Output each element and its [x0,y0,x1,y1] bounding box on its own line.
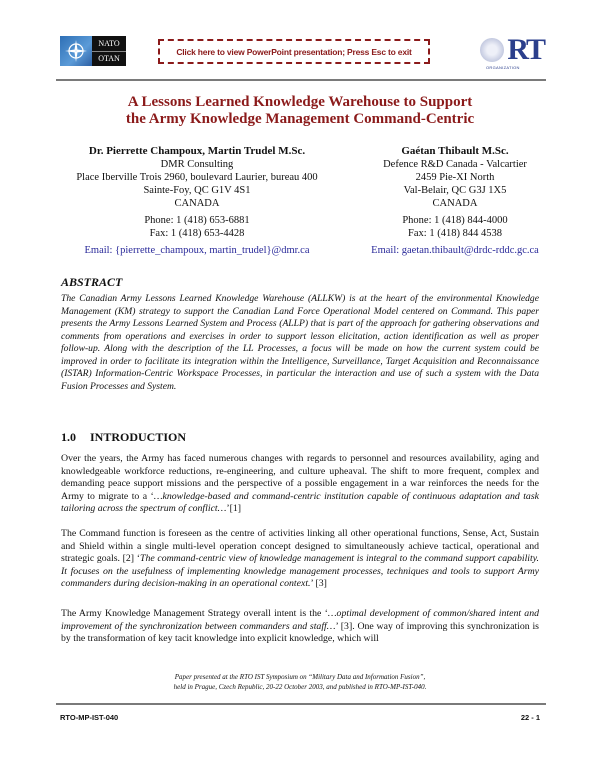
author-org: DMR Consulting [160,159,234,170]
nato-text: NATO [92,37,126,52]
section-title: INTRODUCTION [90,430,187,444]
footer-divider [56,703,546,705]
author-org: Defence R&D Canada - Valcartier [383,159,527,170]
document-id: RTO-MP-IST-040 [60,713,119,722]
header-divider [56,79,546,81]
globe-icon [480,38,504,62]
footnote-line-1: Paper presented at the RTO IST Symposium on “Military Data and Information Fusion”, [174,673,426,681]
author-name: Gaétan Thibault M.Sc. [401,145,509,157]
author-email-link[interactable]: Email: gaetan.thibault@drdc-rddc.gc.ca [371,245,539,256]
title-line-1: A Lessons Learned Knowledge Warehouse to Support [127,94,473,110]
citation: ’ [3] [310,578,327,589]
author-block-2 [350,145,560,257]
section-heading [61,430,186,445]
rto-logo [478,33,544,70]
rto-letters: RT [507,33,544,66]
section-number: 1.0 [61,430,76,444]
author-address-2: Val-Belair, QC G3J 1X5 [403,185,507,196]
author-name: Dr. Pierrette Champoux, Martin Trudel M.Sc. [88,145,306,157]
author-country: CANADA [174,198,220,209]
quote-text: …knowledge-based and command-centric institution capable of continuous adaptation and task tailoring across the spectrum of conflict… [61,490,539,514]
paragraph-text: The Command function is foreseen as the centre of activities linking all other operational functions, Sense, Act, Sustain and Shield within a single multi-level operation concept designed to simultaneously achieve tactical, operational and strategic goals. [2] ‘ [61,528,539,564]
author-address-1: Place Iberville Trois 2960, boulevard Laurier, bureau 400 [76,172,318,183]
rto-caption: ORGANIZATION [486,65,520,70]
author-fax: Fax: 1 (418) 653-4428 [149,228,245,239]
title-line-2: the Army Knowledge Management Command-Centric [125,111,475,127]
author-phone: Phone: 1 (418) 844-4000 [402,215,508,226]
quote-text: …optimal development of common/shared intent and improvement of the synchronization between commanders and staff… [61,608,539,632]
paragraph-3 [61,608,539,646]
quote-text: The command-centric view of knowledge management is integral to the command support capability. It focuses on the usefulness of implementing knowledge management processes, techniques and tools to support Army commanders during decision-making in an operational context. [61,553,539,589]
abstract-heading: ABSTRACT [61,275,123,289]
otan-text: OTAN [98,53,120,63]
abstract-text: The Canadian Army Lessons Learned Knowledge Warehouse (ALLKW) is at the heart of the environmental Knowledge Management (KM) strategy to support the Canadian Land Force Operational Model centered on Command. This paper presents the Army Lessons Learned System and Process (ALLP) that is part of the approach for gathering observations and comments from operations and exercises in order to support lesson elicitation, action identification as well as proper follow-up. Along with the description of the LL Processes, a focus will be made on how the current system could be improved in order to facilitate its integration within the Intelligence, Surveillance, Target Acquisition and Reconnaissance (ISTAR) Information-Centric Workspace Processes, in particular the interaction and use of such a system with the Data Fusion Processes and System. [61,293,539,392]
publication-footnote [60,673,540,692]
paragraph-2 [61,528,539,591]
author-email-link[interactable]: Email: {pierrette_champoux, martin_trudel}@dmr.ca [84,245,310,256]
view-powerpoint-link[interactable]: Click here to view PowerPoint presentation; Press Esc to exit [158,39,430,64]
paragraph-text-cont: ’ [3]. One way of improving this synchronization is by the transformation of key tacit knowledge into explicit knowledge, which will [61,620,539,644]
author-fax: Fax: 1 (418) 844 4538 [408,228,502,239]
nato-logo [60,36,126,66]
author-block-1 [52,145,342,257]
paragraph-text: The Army Knowledge Management Strategy overall intent is the ‘ [61,608,328,619]
paragraph-text: Over the years, the Army has faced numerous changes with regards to personnel and resources availability, aging and knowledgeable workforce reductions, re-engineering, and culture upheaval. The shift to more frequent, complex and demanding peace support missions and the perspective of a possible engagement in a war reinforces the needs for the Army to migrate to a ‘ [61,453,539,502]
paper-title [40,94,560,128]
author-phone: Phone: 1 (418) 653-6881 [144,215,250,226]
citation: ’[1] [226,503,242,514]
page-number: 22 - 1 [520,713,540,722]
paragraph-1 [61,453,539,516]
author-address-1: 2459 Pie-XI North [415,172,495,183]
nato-compass-icon [60,36,92,66]
author-address-2: Sainte-Foy, QC G1V 4S1 [143,185,251,196]
author-country: CANADA [432,198,478,209]
footnote-line-2: held in Prague, Czech Republic, 20-22 October 2003, and published in RTO-MP-IST-040. [173,682,427,691]
